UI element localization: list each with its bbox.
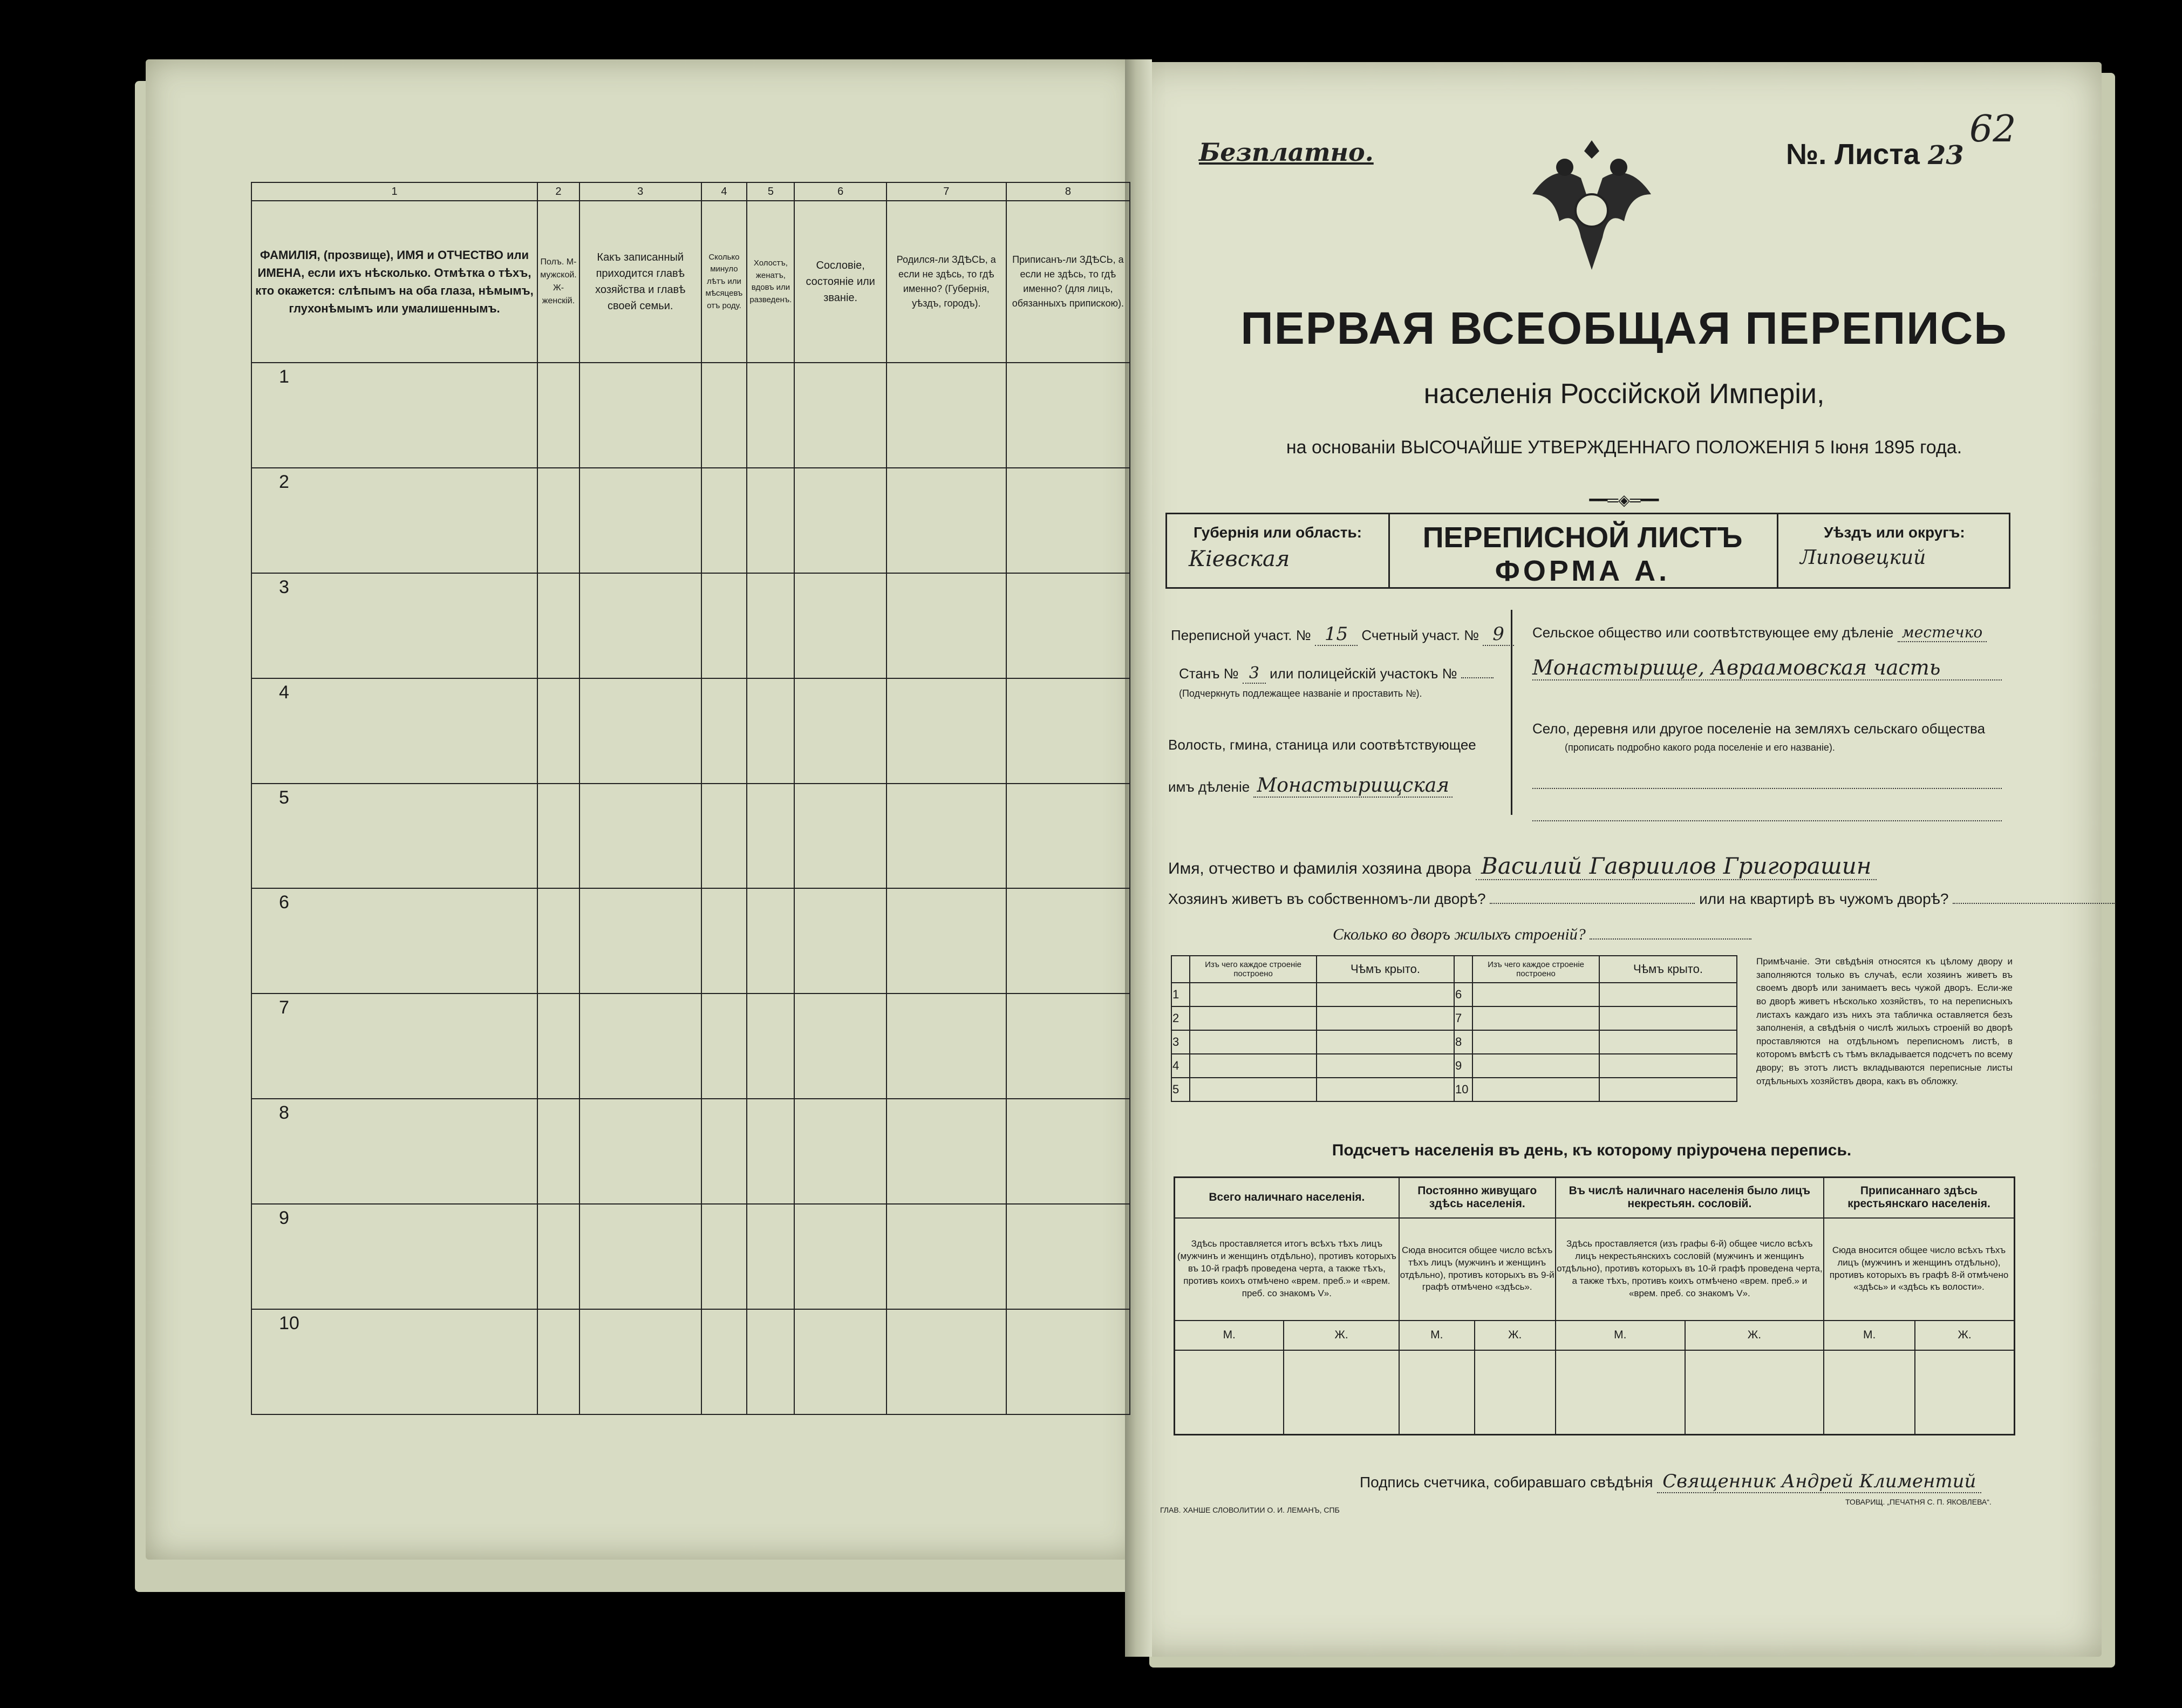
count-desc: Здѣсь проставляется итогъ всѣхъ тѣхъ лицъ (мужчинъ и женщинъ отдѣльно), противъ которыхъ въ 10-й графѣ проведена черта, а также тѣхъ, противъ коихъ отмѣчено «врем. преб.» и «врем. преб. со знакомъ V». xyxy=(1175,1218,1399,1321)
header-registered: Приписанъ-ли ЗДѢСЬ, а если не здѣсь, то гдѣ именно? (для лицъ, обязанныхъ припискою). xyxy=(1006,201,1130,363)
stan-label: Станъ № xyxy=(1179,665,1239,682)
m-label: М. xyxy=(1399,1321,1475,1350)
rent-label: или на квартирѣ въ чужомъ дворѣ? xyxy=(1699,890,1949,907)
zh-label: Ж. xyxy=(1685,1321,1824,1350)
header-age: Сколько минуло лѣтъ или мѣсяцевъ отъ роду. xyxy=(701,201,747,363)
building-row-num: 3 xyxy=(1171,1030,1190,1054)
table-row xyxy=(251,1204,1130,1309)
own-yard-line xyxy=(1490,903,1695,904)
row-number: 4 xyxy=(251,678,537,784)
m-label: М. xyxy=(1824,1321,1915,1350)
district-label: Уѣздъ или округъ: xyxy=(1824,524,1965,541)
printer-right: ТОВАРИЩ. „ПЕЧАТНЯ С. П. ЯКОВЛЕВА“. xyxy=(1845,1498,1992,1506)
district-value: Липовецкий xyxy=(1800,547,1926,569)
page-subtitle: населенія Россійской Имперіи, xyxy=(1423,378,1825,410)
ornament-divider: ━━═◈═━━ xyxy=(1589,492,1659,509)
own-yard-label: Хозяинъ живетъ въ собственномъ-ли дворѣ? xyxy=(1168,890,1486,907)
col-num: 3 xyxy=(579,182,701,201)
row-number: 9 xyxy=(251,1204,537,1309)
count-head: Въ числѣ наличнаго населенія было лицъ некрестьян. сословій. xyxy=(1556,1178,1824,1218)
census-section-field xyxy=(1171,623,1514,645)
row-number: 6 xyxy=(251,888,537,994)
col-num: 7 xyxy=(887,182,1006,201)
count-section-value: 9 xyxy=(1483,623,1514,646)
col-num: 1 xyxy=(251,182,537,201)
table-row xyxy=(251,468,1130,573)
page-number-handwritten: 62 xyxy=(1969,108,2016,151)
row-number: 1 xyxy=(251,363,537,468)
page-basis: на основаніи ВЫСОЧАЙШЕ УТВЕРЖДЕННАГО ПОЛОЖЕНІЯ 5 Іюня 1895 года. xyxy=(1286,437,1962,458)
count-desc: Сюда вносится общее число всѣхъ тѣхъ лицъ (мужчинъ и женщинъ отдѣльно), противъ которыхъ въ графѣ 8-й отмѣчено «здѣсь» и «здѣсь къ волости». xyxy=(1824,1218,2014,1321)
police-label: или полицейскій участокъ № xyxy=(1270,665,1457,682)
header-birthplace: Родился-ли ЗДѢСЬ, а если не здѣсь, то гдѣ именно? (Губернія, уѣздъ, городъ). xyxy=(887,201,1006,363)
signature-field xyxy=(1360,1471,1981,1492)
building-row-num: 5 xyxy=(1171,1078,1190,1101)
building-row-num: 1 xyxy=(1171,983,1190,1006)
header-name: ФАМИЛІЯ, (прозвище), ИМЯ и ОТЧЕСТВО или ИМЕНА, если ихъ нѣсколько. Отмѣтка о тѣхъ, кто окажется: слѣпымъ на оба глаза, нѣмымъ, глухонѣмымъ или умалишеннымъ. xyxy=(251,201,537,363)
village-line-1 xyxy=(1532,788,2002,789)
rural-society-value-1: местечко xyxy=(1898,623,1987,642)
stan-value: 3 xyxy=(1243,664,1266,684)
underline-note: (Подчеркнуть подлежащее названіе и проставить №). xyxy=(1179,688,1422,699)
building-row-num: 6 xyxy=(1454,983,1472,1006)
police-value-line xyxy=(1461,677,1494,678)
sheet-number-label: №. Листа xyxy=(1786,138,1920,171)
signature-value: Священник Андрей Климентий xyxy=(1657,1471,1981,1493)
sheet-title-cell xyxy=(1388,514,1777,587)
col-num: 4 xyxy=(701,182,747,201)
m-label: М. xyxy=(1556,1321,1685,1350)
buildings-question xyxy=(1333,926,1751,944)
table-row xyxy=(251,678,1130,784)
col-num: 8 xyxy=(1006,182,1130,201)
count-head: Постоянно живущаго здѣсь населенія. xyxy=(1399,1178,1556,1218)
built-col-header-2: Изъ чего каждое строеніе построено xyxy=(1472,956,1599,983)
volost-field xyxy=(1168,774,1492,797)
table-row xyxy=(251,784,1130,889)
volost-value: Монастырищская xyxy=(1253,774,1453,798)
stan-field xyxy=(1179,664,1494,683)
header-sex: Полъ. М-мужской. Ж-женскій. xyxy=(537,201,579,363)
header-marital: Холостъ, женатъ, вдовъ или разведенъ. xyxy=(747,201,794,363)
column-number-row xyxy=(251,182,1130,201)
village-label: Село, деревня или другое поселеніе на земляхъ сельскаго общества xyxy=(1532,720,1986,737)
building-row-num: 7 xyxy=(1454,1006,1472,1030)
row-number: 3 xyxy=(251,573,537,678)
roof-col-header: Чѣмъ крыто. xyxy=(1317,956,1454,983)
count-desc: Здѣсь проставляется (изъ графы 6-й) общее число всѣхъ лицъ некрестьянскихъ сословій (мужчинъ и женщинъ отдѣльно), противъ которыхъ въ 10-й графѣ проведена черта, а также тѣхъ, противъ коихъ отмѣчено «врем. преб.» и «врем. преб. со знакомъ V». xyxy=(1556,1218,1824,1321)
row-number: 8 xyxy=(251,1099,537,1204)
rural-society-field xyxy=(1532,623,1987,641)
sheet-title: ПЕРЕПИСНОЙ ЛИСТЪ xyxy=(1422,521,1743,554)
double-headed-eagle-emblem xyxy=(1522,130,1662,281)
buildings-table xyxy=(1171,955,1737,1102)
header-row xyxy=(251,201,1130,363)
count-head: Приписаннаго здѣсь крестьянскаго населенія. xyxy=(1824,1178,2014,1218)
col-num: 6 xyxy=(794,182,886,201)
volost-label-1: Волость, гмина, станица или соотвѣтствующее xyxy=(1168,737,1476,753)
population-count-table xyxy=(1174,1176,2015,1435)
rural-society-value-2: Монастырище, Авраамовская часть xyxy=(1532,656,2002,681)
building-row-num: 9 xyxy=(1454,1054,1472,1078)
m-label: М. xyxy=(1175,1321,1284,1350)
sheet-number xyxy=(1786,138,1964,171)
owner-value: Василий Гавриилов Григорашин xyxy=(1476,853,1877,880)
province-label: Губернія или область: xyxy=(1193,524,1362,541)
table-row xyxy=(251,994,1130,1099)
rent-line xyxy=(1953,903,2115,904)
zh-label: Ж. xyxy=(1915,1321,2014,1350)
table-row xyxy=(251,888,1130,994)
free-label: Безплатно. xyxy=(1199,138,1374,167)
building-row-num: 4 xyxy=(1171,1054,1190,1078)
building-row-num: 10 xyxy=(1454,1078,1472,1101)
province-value: Кіевская xyxy=(1189,547,1290,571)
header-box xyxy=(1165,513,2010,589)
village-line-2 xyxy=(1532,820,2002,821)
sheet-number-value: 23 xyxy=(1927,140,1964,171)
zh-label: Ж. xyxy=(1475,1321,1556,1350)
built-col-header: Изъ чего каждое строеніе построено xyxy=(1190,956,1317,983)
table-row xyxy=(251,1099,1130,1204)
count-section-label: Счетный участ. № xyxy=(1361,627,1479,643)
row-number: 5 xyxy=(251,784,537,889)
building-row-num: 8 xyxy=(1454,1030,1472,1054)
table-row xyxy=(251,573,1130,678)
header-estate: Сословіе, состояніе или званіе. xyxy=(794,201,886,363)
signature-label: Подпись счетчика, собиравшаго свѣдѣнія xyxy=(1360,1474,1653,1491)
district-cell xyxy=(1777,514,2010,587)
col-num: 2 xyxy=(537,182,579,201)
buildings-line xyxy=(1590,938,1751,940)
census-section-value: 15 xyxy=(1315,623,1358,646)
owner-field xyxy=(1168,853,1877,879)
village-note: (прописать подробно какого рода поселеніе и его названіе). xyxy=(1565,742,1835,753)
count-head: Всего наличнаго населенія. xyxy=(1175,1178,1399,1218)
household-table xyxy=(251,182,1130,1415)
zh-label: Ж. xyxy=(1284,1321,1399,1350)
count-desc: Сюда вносится общее число всѣхъ тѣхъ лицъ (мужчинъ и женщинъ отдѣльно), противъ которыхъ въ 9-й графѣ отмѣчено «здѣсь». xyxy=(1399,1218,1556,1321)
page-title: ПЕРВАЯ ВСЕОБЩАЯ ПЕРЕПИСЬ xyxy=(1240,303,2008,353)
form-title: ФОРМА А. xyxy=(1495,555,1670,587)
rural-society-label: Сельское общество или соотвѣтствующее ему дѣленіе xyxy=(1532,624,1894,641)
buildings-question-text: Сколько во дворъ жилыхъ строеній? xyxy=(1333,926,1586,943)
volost-label-2: имъ дѣленіе xyxy=(1168,779,1250,795)
province-cell xyxy=(1167,514,1390,587)
count-title: Подсчетъ населенія въ день, къ которому пріурочена перепись. xyxy=(1332,1141,1852,1159)
yard-field xyxy=(1168,890,2115,908)
building-row-num: 2 xyxy=(1171,1006,1190,1030)
roof-col-header-2: Чѣмъ крыто. xyxy=(1599,956,1737,983)
row-number: 7 xyxy=(251,994,537,1099)
row-number: 10 xyxy=(251,1309,537,1414)
col-num: 5 xyxy=(747,182,794,201)
table-row xyxy=(251,1309,1130,1414)
field-divider xyxy=(1511,610,1512,815)
table-row xyxy=(251,363,1130,468)
owner-label: Имя, отчество и фамилія хозяина двора xyxy=(1168,860,1471,877)
printer-left: ГЛАВ. ХАНШЕ СЛОВОЛИТИИ О. И. ЛЕМАНЪ, СПБ xyxy=(1160,1506,1340,1514)
header-relation: Какъ записанный приходится главѣ хозяйства и главѣ своей семьи. xyxy=(579,201,701,363)
row-number: 2 xyxy=(251,468,537,573)
buildings-note: Примѣчаніе. Эти свѣдѣнія относятся къ цѣлому двору и заполняются только въ случаѣ, если хозяинъ живетъ въ своемъ дворѣ или занимаетъ весь чужой дворъ. Если-же во дворѣ живетъ нѣсколько хозяйствъ, то на переписныхъ листахъ каждаго изъ нихъ эта табличка оставляется безъ заполненія, а свѣдѣнія о числѣ жилыхъ строеній во дворѣ проставляются на отдѣльномъ переписномъ листѣ, в которомъ вмѣстѣ съ тѣмъ вкладывается подсчетъ по всему двору; въ этотъ листъ вкладываются переписные листы отдѣльныхъ хозяйствъ двора, какъ въ обложку. xyxy=(1756,956,2013,1086)
census-section-label: Переписной участ. № xyxy=(1171,627,1311,643)
